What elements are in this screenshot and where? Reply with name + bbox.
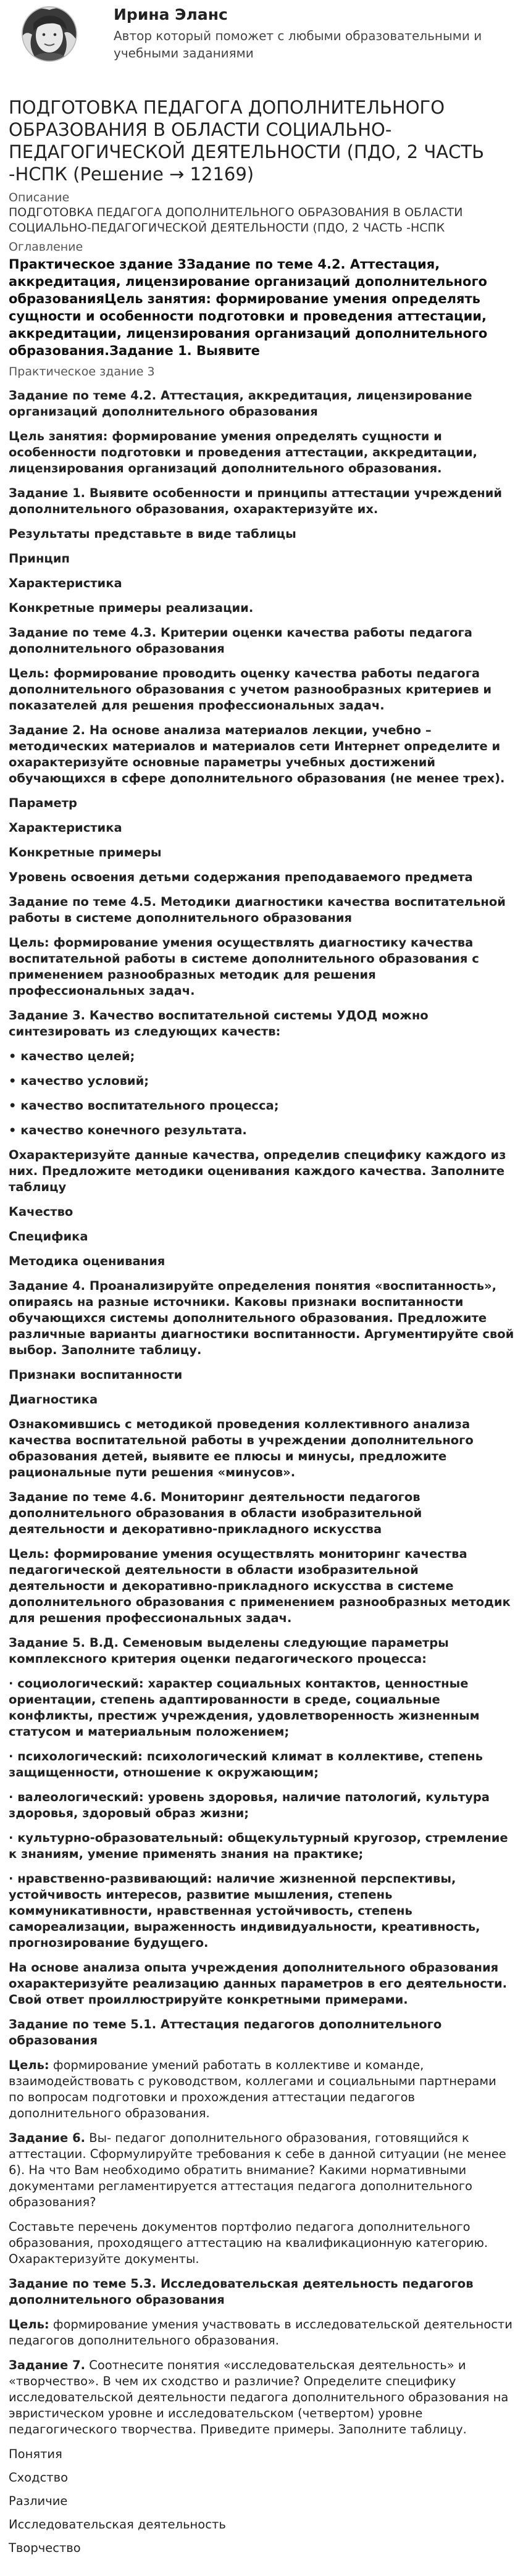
avatar[interactable] — [9, 5, 101, 63]
table-item: Творчество — [9, 2541, 81, 2555]
toc-text: Практическое здание 3Задание по теме 4.2. Аттестация, аккредитация, лицензирование организаций дополнительного образованияЦель занятия: формирование умения определять сущности и особенности подготовки и проведения аттестации, аккредитации, лицензирования организаций дополнительного образования.Задание 1. Выявите — [9, 257, 488, 358]
content-paragraph: Задание по теме 4.5. Методики диагностики качества воспитательной работы в системе дополнительного образования — [9, 895, 506, 925]
content-paragraph: Составьте перечень документов портфолио педагога дополнительного образования, проходящего аттестацию на квалификационную категорию. Охарактеризуйте документы. — [9, 2220, 488, 2266]
paragraph-lead: Цель: — [9, 2317, 49, 2331]
document-content — [9, 388, 514, 2438]
content-paragraph: Задание 1. Выявите особенности и принципы аттестации учреждений дополнительного образования, охарактеризуйте их. — [9, 486, 503, 516]
content-paragraph: · культурно-образовательный: общекультурный кругозор, стремление к знаниям, умение применять знания на практике; — [9, 1831, 508, 1861]
content-paragraph: Задание 4. Проанализируйте определения понятия «воспитанность», опираясь на разные источники. Каковы признаки воспитанности обучающихся системы дополнительного образования. Предложите различные варианты диагностики воспитанности. Аргументируйте свой выбор. Заполните таблицу. — [9, 1279, 514, 1357]
content-paragraph: Результаты представьте в виде таблицы — [9, 527, 296, 541]
table-item: Понятия — [9, 2447, 62, 2461]
description-text: ПОДГОТОВКА ПЕДАГОГА ДОПОЛНИТЕЛЬНОГО ОБРАЗОВАНИЯ В ОБЛАСТИ СОЦИАЛЬНО-ПЕДАГОГИЧЕСКОЙ ДЕЯТЕЛЬНОСТИ (ПДО, 2 ЧАСТЬ -НСПК — [9, 206, 463, 235]
table-item: Сходство — [9, 2470, 69, 2485]
content-paragraph — [9, 2317, 514, 2349]
content-paragraph: Цель: формирование проводить оценку качества работы педагога дополнительного образования с учетом разнообразных критериев и показателей для решения профессиональных задач. — [9, 666, 492, 713]
paragraph-lead: Цель: — [9, 2058, 49, 2072]
content-paragraph: Задание по теме 4.2. Аттестация, аккредитация, лицензирование организаций дополнительного образования — [9, 388, 472, 419]
content-paragraph: Диагностика — [9, 1392, 98, 1407]
content-paragraph: Цель: формирование умения осуществлять диагностику качества воспитательной работы в системе дополнительного образования с применением разнообразных методик для решения профессиональных задач. — [9, 935, 479, 998]
content-paragraph: · социологический: характер социальных контактов, ценностные ориентации, степень адаптированности в среде, социальные конфликты, престиж учреждения, удовлетворенность жизненным статусом и материальным положением; — [9, 1676, 480, 1739]
content-paragraph: Специфика — [9, 1229, 88, 1244]
paragraph-text: Вы- педагог дополнительного образования, готовящийся к аттестации. Сформулируйте требования к себе в данной ситуации (не менее 6). На что Вам необходимо обратить внимание? Какими нормативными документами регламентируется аттестация педагога дополнительного образования? — [9, 2131, 506, 2209]
content-paragraph: Задание по теме 5.1. Аттестация педагогов дополнительного образования — [9, 2017, 442, 2047]
author-header — [9, 0, 514, 69]
author-info — [114, 5, 496, 62]
content-paragraph — [9, 2357, 514, 2438]
table-items-list — [9, 2446, 514, 2556]
content-paragraph — [9, 2130, 514, 2210]
content-paragraph: Конкретные примеры — [9, 845, 162, 859]
content-paragraph: • качество условий; — [9, 1074, 149, 1088]
content-paragraph: Цель: формирование умения осуществлять мониторинг качества педагогической деятельности в области изобразительной деятельности и декоративно-прикладного искусства в системе дополнительного образования с применением разнообразных методик для решения профессиональных задач. — [9, 1547, 511, 1625]
content-paragraph: На основе анализа опыта учреждения дополнительного образования охарактеризуйте реализацию данных параметров в его деятельности. Свой ответ проиллюстрируйте конкретными примерами. — [9, 1960, 508, 2007]
practical-task-label: Практическое здание 3 — [9, 365, 155, 378]
content-paragraph: Охарактеризуйте данные качества, определив специфику каждого из них. Предложите методики оценивания каждого качества. Заполните таблицу — [9, 1148, 506, 1194]
toc-label: Оглавление — [9, 240, 83, 254]
content-paragraph: Задание 2. На основе анализа материалов лекции, учебно – методических материалов и материалов сети Интернет определите и охарактеризуйте основные параметры учебных достижений обучающихся в сфере дополнительного образования (не менее трех). — [9, 723, 505, 785]
content-paragraph: Задание 5. В.Д. Семеновым выделены следующие параметры комплексного критерия оценки педагогического процесса: — [9, 1636, 449, 1666]
content-paragraph: Задание 3. Качество воспитательной системы УДОД можно синтезировать из следующих качеств: — [9, 1008, 429, 1039]
paragraph-text: формирование умений работать в коллективе и команде, взаимодействовать с руководством, коллегами и социальными партнерами по вопросам подготовки и прохождения аттестации педагогов дополнительного образования. — [9, 2058, 496, 2120]
paragraph-text: Соотнесите понятия «исследовательская деятельность» и «творчество». В чем их сходство и различие? Определите специфику исследовательской деятельности педагога дополнительного образования на эвристическом уровне и исследовательском (четвертом) уровне педагогического творчества. Приведите примеры. Заполните таблицу. — [9, 2358, 509, 2436]
paragraph-lead: Задание 7. — [9, 2358, 86, 2372]
content-paragraph: · валеологический: уровень здоровья, наличие патологий, культура здоровья, здоровый образ жизни; — [9, 1790, 490, 1820]
content-paragraph — [9, 2057, 514, 2122]
avatar-image — [9, 5, 101, 63]
content-paragraph: Уровень освоения детьми содержания преподаваемого предмета — [9, 870, 473, 884]
content-paragraph: Задание по теме 5.3. Исследовательская деятельность педагогов дополнительного образования — [9, 2277, 474, 2307]
table-item: Исследовательская деятельность — [9, 2517, 226, 2532]
content-paragraph: Задание по теме 4.6. Мониторинг деятельности педагогов дополнительного образования в области изобразительной деятельности и декоративно-прикладного искусства — [9, 1490, 422, 1536]
content-paragraph: · нравственно-развивающий: наличие жизненной перспективы, устойчивость интересов, развитие мышления, степень коммуникативности, нравственная устойчивость, степень самореализации, выраженность индивидуальности, креативность, прогнозирование будущего. — [9, 1871, 480, 1950]
content-paragraph: Принцип — [9, 551, 70, 566]
content-paragraph: · психологический: психологический климат в коллективе, степень защищенности, отношение к окружающим; — [9, 1749, 483, 1779]
paragraph-text: формирование умения участвовать в исследовательской деятельности педагогов дополнительного образования. — [9, 2317, 513, 2348]
content-paragraph: Характеристика — [9, 576, 122, 590]
content-paragraph: Характеристика — [9, 821, 122, 835]
paragraph-lead: Задание 6. — [9, 2131, 86, 2145]
content-paragraph: Конкретные примеры реализации. — [9, 601, 254, 615]
content-paragraph: Цель занятия: формирование умения определять сущности и особенности подготовки и проведения аттестации, аккредитации, лицензирования организаций дополнительного образования. — [9, 429, 477, 475]
author-subtitle: Автор который поможет с любыми образовательными и учебными заданиями — [114, 28, 482, 61]
content-paragraph: • качество конечного результата. — [9, 1123, 247, 1137]
description-label: Описание — [9, 191, 70, 204]
content-paragraph: • качество воспитательного процесса; — [9, 1098, 279, 1113]
content-paragraph: Качество — [9, 1205, 73, 1219]
content-paragraph: Задание по теме 4.3. Критерии оценки качества работы педагога дополнительного образования — [9, 625, 472, 656]
content-paragraph: Методика оценивания — [9, 1254, 165, 1268]
document-title: ПОДГОТОВКА ПЕДАГОГА ДОПОЛНИТЕЛЬНОГО ОБРАЗОВАНИЯ В ОБЛАСТИ СОЦИАЛЬНО-ПЕДАГОГИЧЕСКОЙ ДЕЯТЕЛЬНОСТИ (ПДО, 2 ЧАСТЬ -НСПК (Решение → 12169) — [9, 97, 484, 185]
content-paragraph: Признаки воспитанности — [9, 1368, 183, 1382]
table-item: Различие — [9, 2494, 68, 2508]
author-name[interactable]: Ирина Эланс — [114, 6, 228, 23]
content-paragraph: Параметр — [9, 796, 78, 810]
content-paragraph: Ознакомившись с методикой проведения коллективного анализа качества воспитательной работы в учреждении дополнительного образования детей, выявите ее плюсы и минусы, предложите рациональные пути решения «минусов». — [9, 1417, 474, 1479]
content-paragraph: • качество целей; — [9, 1049, 135, 1063]
